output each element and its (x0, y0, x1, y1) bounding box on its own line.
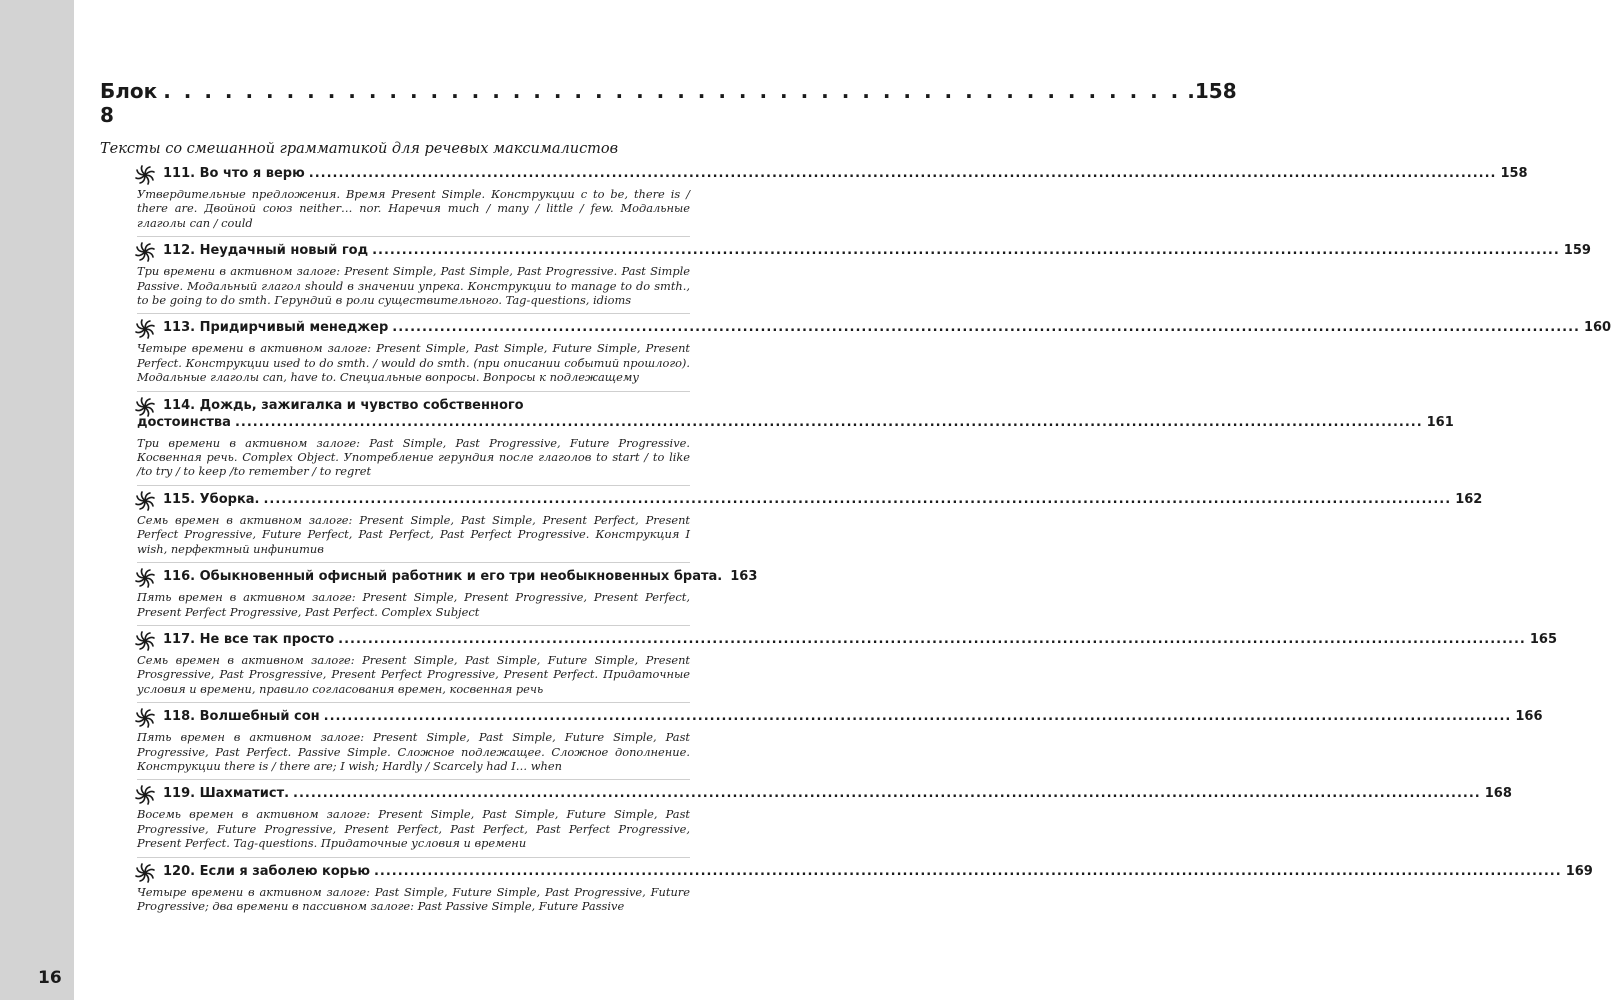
entry-page: 163 (730, 569, 758, 585)
entry-head (137, 568, 758, 585)
entry-divider (137, 702, 690, 703)
entry-page: 158 (1500, 166, 1528, 181)
side-strip (0, 0, 74, 1000)
swirl-icon (135, 491, 155, 511)
page-number: 16 (38, 968, 62, 988)
entry-description: Три времени в активном залоге: Present Simple, Past Simple, Past Progressive. Past Simple Passive. Модальный глагол should в значении упрека. Конструкции to manage to do smth., to be going to do smth. Герундий в роли существительного. Tag-questions, idioms (137, 264, 690, 308)
entry-leader-dots: ........................................................................................................................................................................................................ (308, 166, 1497, 181)
swirl-icon (135, 708, 155, 728)
entry-leader-dots: ........................................................................................................................................................................................................ (392, 320, 1580, 336)
swirl-icon (135, 785, 155, 805)
entry-page: 166 (1515, 709, 1543, 725)
entry-head (137, 319, 1611, 336)
entry-description: Пять времен в активном залоге: Present Simple, Present Progressive, Present Perfect, Present Perfect Progressive, Past Perfect. Complex Subject (137, 590, 690, 619)
entry-title: 112. Неудачный новый год (163, 243, 369, 259)
entry-head (137, 785, 1512, 802)
entries-list (100, 165, 1611, 913)
entry-head (137, 414, 1454, 431)
entry-description: Пять времен в активном залоге: Present Simple, Past Simple, Future Simple, Past Progressive, Past Perfect. Passive Simple. Сложное подлежащее. Сложное дополнение. Конструкции there is / there are; I wish; Hardly / Scarcely had I… when (137, 730, 690, 773)
entry-leader-dots: ........................................................................................................................................................................................................ (323, 709, 1512, 725)
entry-title: 118. Волшебный сон (163, 709, 320, 725)
block-leader-dots: . . . . . . . . . . . . . . . . . . . . . . . . . . . . . . . . . . . . . . . . . . . . . . . . . . (163, 79, 1182, 103)
entry-leader-dots: ........................................................................................................................................................................................................ (338, 631, 1526, 647)
entry-head (137, 708, 1543, 725)
entry-title: 115. Уборка. (163, 491, 260, 507)
toc-entry[interactable] (137, 319, 1611, 391)
swirl-icon (135, 242, 155, 262)
entry-description: Восемь времен в активном залоге: Present Simple, Past Simple, Future Simple, Past Progressive, Future Progressive, Present Perfect, Past Perfect, Past Perfect Progressive, Present Perfect. Tag-questions. Придаточные условия и времени (137, 807, 690, 851)
entry-description: Четыре времени в активном залоге: Present Simple, Past Simple, Future Simple, Present Perfect. Конструкции used to do smth. / would do smth. (при описании событий прошлого). Модальные глаголы can, have to. Специальные вопросы. Вопросы к подлежащему (137, 341, 690, 385)
entry-divider (137, 779, 690, 780)
block-page: .158 (1187, 79, 1237, 103)
entry-leader-dots: ........................................................................................................................................................................................................ (373, 863, 1562, 879)
entry-divider (137, 562, 690, 563)
entry-title: 111. Во что я верю (163, 166, 305, 181)
toc-entry[interactable] (137, 863, 1593, 914)
entry-divider (137, 625, 690, 626)
block-header[interactable] (100, 79, 1237, 127)
entry-description: Четыре времени в активном залоге: Past Simple, Future Simple, Past Progressive, Future Progressive; два времени в пассивном залоге: Past Passive Simple, Future Passive (137, 884, 690, 913)
swirl-icon (135, 568, 155, 588)
toc-entry[interactable] (137, 708, 1543, 780)
entry-head (137, 242, 1591, 259)
entry-head (137, 631, 1557, 648)
toc-entry[interactable] (137, 165, 1528, 237)
toc-entry[interactable] (137, 242, 1591, 314)
toc-entry[interactable] (137, 785, 1512, 857)
entry-page: 168 (1484, 786, 1512, 802)
entry-page: 165 (1529, 631, 1557, 647)
entry-leader-dots: ........................................................................................................................................................................................................ (234, 414, 1423, 430)
entry-title-line1: 114. Дождь, зажигалка и чувство собственного (163, 397, 524, 413)
entry-title: 120. Если я заболею корью (163, 863, 370, 879)
entry-divider (137, 391, 690, 392)
entry-description: Утвердительные предложения. Время Present Simple. Конструкции с to be, there is / there are. Двойной союз neither… nor. Наречия much / many / little / few. Модальные глаголы can / could (137, 187, 690, 230)
entry-head (137, 491, 1483, 508)
entry-title: 113. Придирчивый менеджер (163, 320, 389, 336)
entry-leader-dots: ........................................................................................................................................................................................................ (372, 243, 1560, 259)
entry-page: 159 (1563, 243, 1591, 259)
entry-title: 117. Не все так просто (163, 631, 335, 647)
entry-description: Семь времен в активном залоге: Present Simple, Past Simple, Future Simple, Present Prosgressive, Past Prosgressive, Present Perfect Progressive, Present Perfect. Придаточные условия и времени, правило согласования времен, косвенная речь (137, 652, 690, 696)
entry-page: 169 (1565, 863, 1593, 879)
entry-leader-dots: ........................................................................................................................................................................................................ (263, 491, 1452, 507)
entry-description: Три времени в активном залоге: Past Simple, Past Progressive, Future Progressive. Косвенная речь. Complex Object. Употребление герундия после глаголов to start / to like /to try / to keep /to remember / to regret (137, 435, 690, 479)
entry-head (137, 863, 1593, 880)
swirl-icon (135, 863, 155, 883)
table-of-contents (100, 79, 1611, 913)
block-title: Блок 8 (100, 79, 158, 127)
swirl-icon (135, 319, 155, 339)
toc-entry[interactable] (137, 397, 1454, 486)
entry-divider (137, 485, 690, 486)
entry-page: 161 (1426, 414, 1454, 430)
entry-divider (137, 857, 690, 858)
entry-page: 162 (1455, 491, 1483, 507)
entry-title: достоинства (137, 414, 231, 430)
toc-entry[interactable] (137, 491, 1483, 563)
toc-entry[interactable] (137, 568, 758, 626)
entry-title: 119. Шахматист. (163, 786, 290, 802)
entry-divider (137, 236, 690, 237)
entry-description: Семь времен в активном залоге: Present Simple, Past Simple, Present Perfect, Present Perfect Progressive, Future Perfect, Past Perfect, Past Perfect Progressive. Конструкция I wish, перфектный инфинитив (137, 512, 690, 556)
toc-entry[interactable] (137, 631, 1557, 703)
entry-leader-dots: ........................................................................................................................................................................................................ (293, 786, 1481, 802)
swirl-icon (135, 631, 155, 651)
entry-page: 160 (1583, 320, 1611, 336)
entry-title: 116. Обыкновенный офисный работник и его три необыкновенных брата. (163, 569, 723, 585)
entry-head (137, 165, 1528, 182)
entry-divider (137, 313, 690, 314)
swirl-icon (135, 397, 155, 417)
block-subtitle: Тексты со смешанной грамматикой для речевых максималистов (100, 141, 619, 157)
swirl-icon (135, 165, 155, 185)
